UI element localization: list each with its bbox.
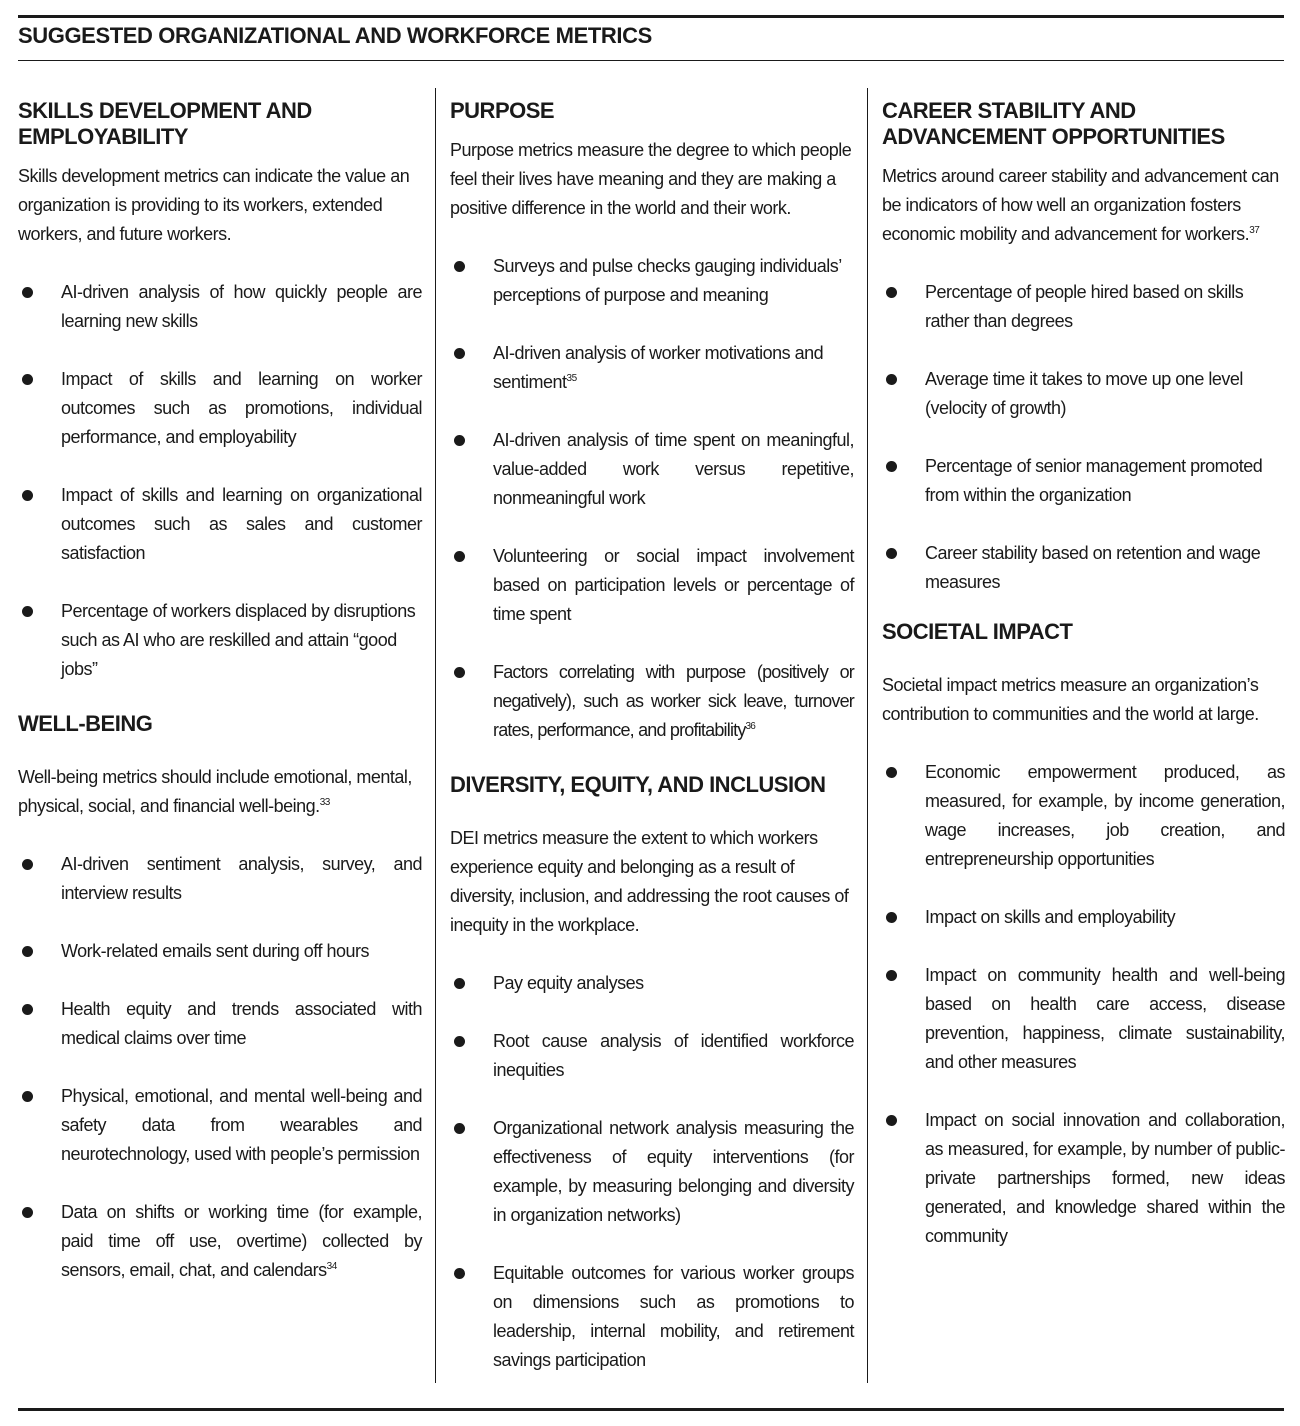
list-item: AI-driven analysis of how quickly people are learning new skills (18, 278, 422, 336)
title-rule (18, 60, 1284, 61)
bullet-list (450, 969, 854, 1375)
list-item: Organizational network analysis measuring the effectiveness of equity interventions (for example, by measuring belonging and diversity in organization networks) (450, 1114, 854, 1230)
section-intro: Societal impact metrics measure an organization’s contribution to communities and the world at large. (882, 675, 1259, 724)
item-text: AI-driven analysis of worker motivations and sentiment (493, 343, 824, 392)
bottom-rule (18, 1408, 1284, 1411)
section-skills-development (18, 98, 422, 684)
section-dei (450, 772, 854, 1375)
section-heading: PURPOSE (450, 98, 555, 123)
bullet-list (18, 850, 422, 1285)
section-intro (882, 162, 1285, 249)
bullet-list (450, 252, 854, 745)
list-item: Physical, emotional, and mental well-being and safety data from wearables and neurotechnology, used with people’s permission (18, 1082, 422, 1169)
list-item: Work-related emails sent during off hours (18, 937, 422, 966)
intro-text: Well-being metrics should include emotional, mental, physical, social, and financial well-being. (18, 767, 412, 816)
list-item: Surveys and pulse checks gauging individuals’ perceptions of purpose and meaning (450, 252, 854, 310)
page-title: SUGGESTED ORGANIZATIONAL AND WORKFORCE METRICS (18, 23, 652, 48)
list-item (450, 339, 854, 397)
list-item: Volunteering or social impact involvement based on participation levels or percentage of time spent (450, 542, 854, 629)
list-item: Equitable outcomes for various worker groups on dimensions such as promotions to leadership, internal mobility, and retirement savings participation (450, 1259, 854, 1375)
list-item: AI-driven analysis of time spent on meaningful, value-added work versus repetitive, nonmeaningful work (450, 426, 854, 513)
list-item: Economic empowerment produced, as measured, for example, by income generation, wage increases, job creation, and entrepreneurship opportunities (882, 758, 1285, 874)
section-well-being (18, 711, 422, 1285)
section-heading: SOCIETAL IMPACT (882, 619, 1073, 644)
bullet-list (18, 278, 422, 684)
bullet-list (882, 278, 1285, 597)
list-item: Pay equity analyses (450, 969, 854, 998)
column-divider-2 (867, 88, 868, 1383)
list-item: Impact on skills and employability (882, 903, 1285, 932)
list-item: Percentage of workers displaced by disruptions such as AI who are reskilled and attain “good jobs” (18, 597, 422, 684)
intro-text: Metrics around career stability and advancement can be indicators of how well an organization fosters economic mobility and advancement for workers. (882, 166, 1279, 244)
section-heading: DIVERSITY, EQUITY, AND INCLUSION (450, 772, 826, 797)
list-item (450, 658, 854, 745)
list-item: AI-driven sentiment analysis, survey, and interview results (18, 850, 422, 908)
bullet-list (882, 758, 1285, 1251)
list-item: Impact on community health and well-being based on health care access, disease prevention, happiness, climate sustainability, and other measures (882, 961, 1285, 1077)
section-heading: WELL-BEING (18, 711, 153, 736)
column-1 (18, 98, 422, 1314)
footnote-ref: 34 (326, 1261, 337, 1272)
section-intro (18, 763, 422, 821)
list-item: Average time it takes to move up one level (velocity of growth) (882, 365, 1285, 423)
section-intro: Purpose metrics measure the degree to which people feel their lives have meaning and they are making a positive difference in the world and their work. (450, 140, 852, 218)
list-item: Health equity and trends associated with medical claims over time (18, 995, 422, 1053)
item-text: Data on shifts or working time (for example, paid time off use, overtime) collected by sensors, email, chat, and calendars (61, 1202, 422, 1280)
section-intro: DEI metrics measure the extent to which workers experience equity and belonging as a result of diversity, inclusion, and addressing the root causes of inequity in the workplace. (450, 828, 849, 935)
top-rule (18, 15, 1284, 18)
column-divider-1 (435, 88, 436, 1383)
column-3 (882, 98, 1285, 1280)
item-text: Factors correlating with purpose (positively or negatively), such as worker sick leave, turnover rates, performance, and profitability (493, 662, 854, 740)
section-societal-impact (882, 619, 1285, 1251)
list-item: Impact on social innovation and collaboration, as measured, for example, by number of public-private partnerships formed, new ideas generated, and knowledge shared within the community (882, 1106, 1285, 1251)
footnote-ref: 37 (1249, 225, 1260, 236)
section-career-stability (882, 98, 1285, 597)
list-item: Impact of skills and learning on organizational outcomes such as sales and customer satisfaction (18, 481, 422, 568)
section-heading: CAREER STABILITY AND ADVANCEMENT OPPORTUNITIES (882, 98, 1225, 149)
list-item: Percentage of people hired based on skills rather than degrees (882, 278, 1285, 336)
list-item: Impact of skills and learning on worker outcomes such as promotions, individual performance, and employability (18, 365, 422, 452)
list-item: Root cause analysis of identified workforce inequities (450, 1027, 854, 1085)
section-intro: Skills development metrics can indicate the value an organization is providing to its workers, extended workers, and future workers. (18, 166, 410, 244)
section-heading: SKILLS DEVELOPMENT AND EMPLOYABILITY (18, 98, 312, 149)
list-item: Percentage of senior management promoted from within the organization (882, 452, 1285, 510)
list-item: Career stability based on retention and wage measures (882, 539, 1285, 597)
footnote-ref: 35 (566, 373, 577, 384)
footnote-ref: 36 (745, 721, 756, 732)
section-purpose (450, 98, 854, 745)
footnote-ref: 33 (319, 797, 330, 808)
column-2 (450, 98, 854, 1375)
list-item (18, 1198, 422, 1285)
